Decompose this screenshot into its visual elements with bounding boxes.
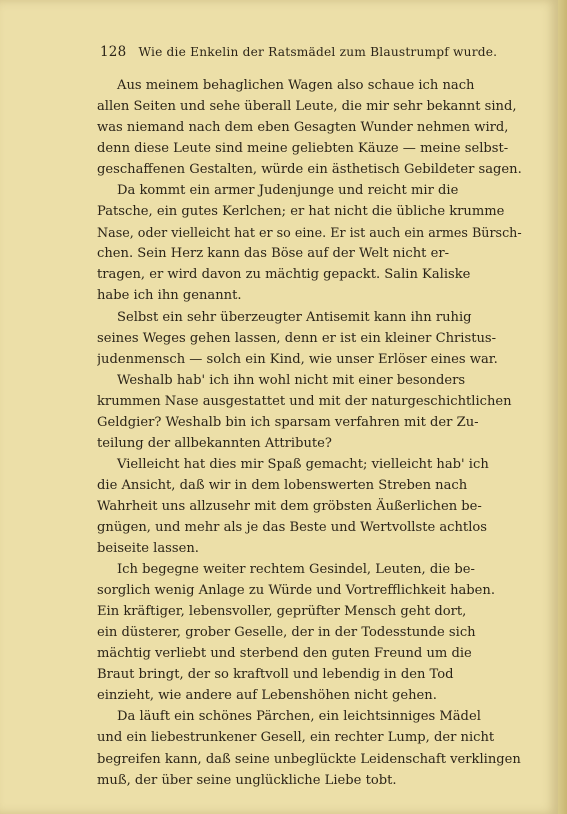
text-line: Weshalb hab' ich ihn wohl nicht mit einer besonders bbox=[117, 372, 466, 388]
running-title: Wie die Enkelin der Ratsmädel zum Blaustrumpf wurde. bbox=[138, 45, 498, 59]
text-line: Aus meinem behaglichen Wagen also schaue ich nach bbox=[117, 78, 475, 93]
text-line: mächtig verliebt und sterbend den guten Freund um die bbox=[97, 646, 472, 662]
text-line: muß, der über seine unglückliche Liebe tobt. bbox=[97, 772, 397, 788]
page-number: 128 bbox=[100, 44, 127, 60]
text-line: gnügen, und mehr als je das Beste und Wertvollste achtlos bbox=[97, 519, 487, 535]
text-line: Da kommt ein armer Judenjunge und reicht mir die bbox=[117, 183, 459, 199]
text-line: Patsche, ein gutes Kerlchen; er hat nicht die übliche krumme bbox=[97, 204, 505, 220]
text-line: allen Seiten und sehe überall Leute, die mir sehr bekannt sind, bbox=[97, 99, 517, 115]
text-line: teilung der allbekannten Attribute? bbox=[97, 435, 332, 451]
text-line: judenmensch — solch ein Kind, wie unser Erlöser eines war. bbox=[97, 351, 498, 367]
text-line: krummen Nase ausgestattet und mit der naturgeschichtlichen bbox=[97, 393, 512, 409]
text-line: habe ich ihn genannt. bbox=[97, 288, 242, 304]
text-line: die Ansicht, daß wir in dem lobenswerten Streben nach bbox=[97, 477, 468, 493]
text-line: tragen, er wird davon zu mächtig gepackt. Salin Kaliske bbox=[97, 267, 471, 283]
text-line: Wahrheit uns allzusehr mit dem gröbsten Äußerlichen be- bbox=[97, 498, 482, 514]
text-line: was niemand nach dem eben Gesagten Wunder nehmen wird, bbox=[97, 120, 509, 136]
text-line: Ein kräftiger, lebensvoller, geprüfter Mensch geht dort, bbox=[97, 604, 467, 620]
text-line: Braut bringt, der so kraftvoll und lebendig in den Tod bbox=[97, 667, 454, 683]
text-line: Nase, oder vielleicht hat er so eine. Er ist auch ein armes Bürsch- bbox=[97, 225, 522, 241]
text-line: Da läuft ein schönes Pärchen, ein leichtsinniges Mädel bbox=[117, 709, 481, 725]
text-line: ein düsterer, grober Geselle, der in der Todesstunde sich bbox=[97, 625, 476, 641]
text-line: begreifen kann, daß seine unbeglückte Leidenschaft verklingen bbox=[97, 751, 521, 767]
text-line: denn diese Leute sind meine geliebten Käuze — meine selbst- bbox=[97, 141, 509, 157]
text-line: geschaffenen Gestalten, würde ein ästhetisch Gebildeter sagen. bbox=[97, 162, 522, 178]
text-line: chen. Sein Herz kann das Böse auf der Welt nicht er- bbox=[97, 246, 450, 262]
text-line: Geldgier? Weshalb bin ich sparsam verfahren mit der Zu- bbox=[97, 414, 479, 430]
page-edge bbox=[558, 0, 567, 814]
text-line: seines Weges gehen lassen, denn er ist ein kleiner Christus- bbox=[97, 330, 497, 346]
text-line: und ein liebestrunkener Gesell, ein rechter Lump, der nicht bbox=[97, 730, 495, 746]
running-header bbox=[100, 44, 520, 60]
text-line: Ich begegne weiter rechtem Gesindel, Leuten, die be- bbox=[117, 562, 475, 578]
text-line: Vielleicht hat dies mir Spaß gemacht; vielleicht hab' ich bbox=[117, 456, 489, 472]
text-line: Selbst ein sehr überzeugter Antisemit kann ihn ruhig bbox=[117, 309, 472, 325]
text-line: beiseite lassen. bbox=[97, 541, 199, 557]
text-line: einzieht, wie andere auf Lebenshöhen nicht gehen. bbox=[97, 688, 437, 704]
text-line: sorglich wenig Anlage zu Würde und Vortrefflichkeit haben. bbox=[97, 583, 496, 599]
body-text bbox=[97, 75, 522, 791]
